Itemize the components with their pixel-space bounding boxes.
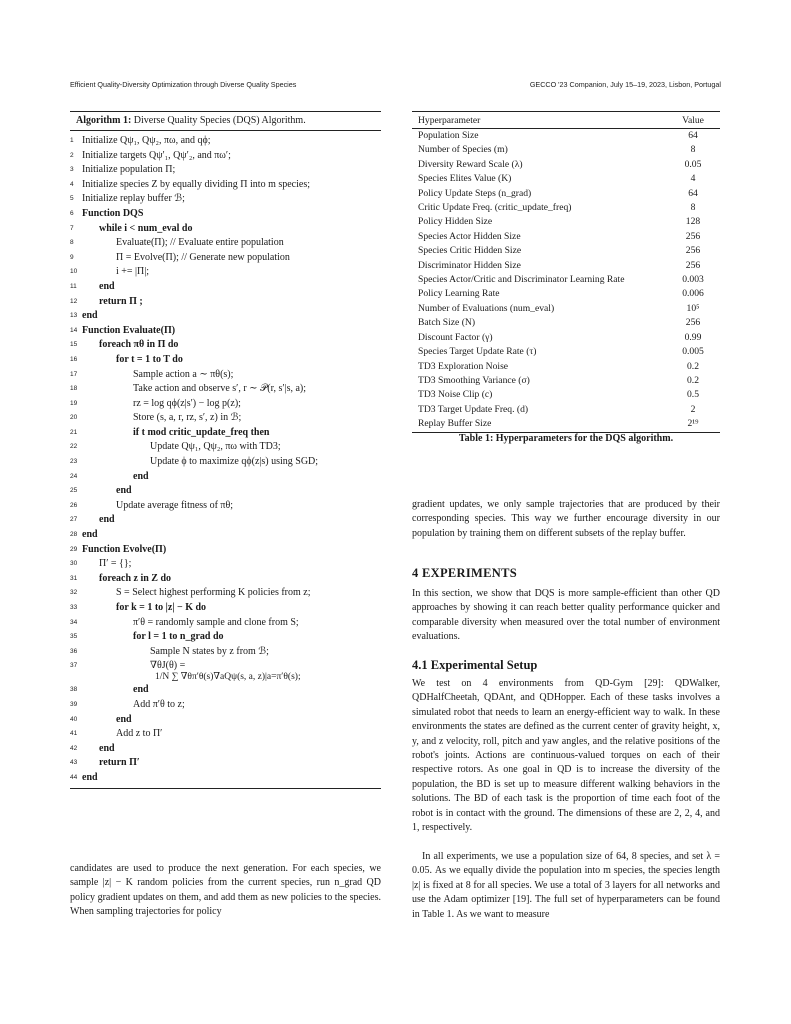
hyperparameter-name: Species Target Update Rate (τ)	[418, 346, 537, 358]
line-number: 4	[70, 180, 74, 188]
algorithm-line	[70, 727, 381, 742]
algorithm-line	[70, 134, 381, 149]
hyperparameter-value: 0.006	[682, 288, 704, 300]
line-number: 25	[70, 487, 78, 495]
algorithm-line	[70, 659, 381, 683]
algorithm-line	[70, 163, 381, 178]
hyperparameter-name: Number of Evaluations (num_eval)	[418, 302, 555, 314]
table-row	[412, 388, 720, 402]
line-number: 1	[70, 137, 74, 144]
algorithm-title: Diverse Quality Species (DQS) Algorithm.	[133, 115, 306, 126]
hyperparameter-name: Species Elites Value (K)	[418, 173, 512, 185]
line-number: 30	[70, 560, 78, 568]
line-text: end	[99, 742, 115, 754]
line-text: end	[116, 713, 132, 725]
hyperparameter-value: 64	[688, 130, 698, 141]
line-number: 8	[70, 239, 74, 247]
algorithm-line	[70, 382, 381, 397]
line-number: 11	[70, 282, 77, 290]
line-number: 37	[70, 662, 78, 670]
algorithm-line	[70, 557, 381, 572]
line-text: end	[82, 529, 98, 541]
line-text: end	[82, 310, 98, 322]
line-number: 13	[70, 312, 78, 320]
line-text: Initialize species Z by equally dividing Π into m species;	[82, 178, 311, 190]
hyperparameter-name: Species Critic Hidden Size	[418, 245, 522, 257]
algorithm-line	[70, 397, 381, 412]
line-text: i += |Π|;	[116, 266, 150, 278]
line-number: 32	[70, 589, 78, 597]
table-row	[412, 215, 720, 229]
line-text: Sample action a ∼ πθ(s);	[133, 368, 234, 380]
line-text: Initialize population Π;	[82, 164, 176, 176]
table-row	[412, 158, 720, 172]
hyperparameter-name: TD3 Noise Clip (c)	[418, 389, 493, 401]
line-text: Initialize Qψ₁, Qψ₂, πω, and qϕ;	[82, 135, 211, 146]
algorithm-box	[70, 111, 381, 789]
line-number: 21	[70, 428, 78, 436]
line-number: 26	[70, 501, 78, 509]
algorithm-line	[70, 513, 381, 528]
algorithm-line	[70, 426, 381, 441]
line-number: 7	[70, 224, 74, 232]
line-number: 19	[70, 399, 78, 407]
line-number: 22	[70, 443, 78, 451]
hyperparameter-value: 2	[690, 403, 696, 415]
hyperparameter-value: 4	[690, 173, 696, 185]
line-number: 2	[70, 151, 74, 159]
hyperparameter-value: 10⁵	[686, 302, 700, 314]
paragraph-experiments: In this section, we show that DQS is more sample-efficient than other QD approaches by showing it can reach better quality performance quicker and comparable diversity when measured over the total number of environment evaluations.	[412, 588, 720, 643]
hyperparameter-name: Number of Species (m)	[418, 144, 508, 156]
line-text: end	[99, 280, 115, 292]
line-text: rz = log qϕ(z|s′) − log p(z);	[133, 397, 241, 409]
hyperparameter-name: TD3 Exploration Noise	[418, 360, 509, 372]
table-row	[412, 302, 720, 316]
line-text: foreach z in Z do	[99, 572, 172, 584]
line-number: 15	[70, 341, 78, 349]
table-row	[412, 230, 720, 244]
paragraph-left-bottom: candidates are used to produce the next generation. For each species, we sample |z| − K random policies from the current species, run n_grad QD policy gradient updates on them, and add them as new policies to the species. When sampling trajectories for policy	[70, 863, 381, 918]
algorithm-line	[70, 251, 381, 266]
line-text: Initialize targets Qψ′₁, Qψ′₂, and πω′;	[82, 149, 231, 161]
hyperparameter-value: 256	[685, 317, 701, 329]
algorithm-line	[70, 771, 381, 786]
algorithm-line	[70, 528, 381, 543]
algorithm-line	[70, 353, 381, 368]
hyperparameter-name: Population Size	[418, 130, 479, 141]
line-text: Π = Evolve(Π); // Generate new population	[116, 251, 290, 263]
line-text: end	[82, 771, 98, 783]
line-text: end	[133, 470, 149, 482]
algorithm-line	[70, 265, 381, 280]
line-text: if t mod critic_update_freq then	[133, 426, 270, 438]
table-row	[412, 331, 720, 345]
table-row	[412, 172, 720, 186]
line-number: 40	[70, 715, 78, 723]
algorithm-line	[70, 368, 381, 383]
hyperparameter-name: Batch Size (N)	[418, 317, 476, 329]
algorithm-line	[70, 713, 381, 728]
algorithm-lines	[70, 131, 381, 786]
line-number: 35	[70, 633, 78, 641]
line-text: while i < num_eval do	[99, 222, 193, 234]
line-text: Function Evaluate(Π)	[82, 324, 176, 336]
hyperparameter-value: 0.2	[687, 374, 699, 386]
hyperparameter-value: 128	[685, 216, 701, 228]
subsection-heading-setup: 4.1 Experimental Setup	[412, 658, 538, 672]
algorithm-line	[70, 236, 381, 251]
line-text: Take action and observe s′, r ∼ 𝒫(r, s′|s, a);	[133, 383, 307, 395]
algorithm-line	[70, 572, 381, 587]
line-number: 17	[70, 370, 78, 378]
running-header-title: Efficient Quality-Diversity Optimization through Diverse Quality Species	[70, 80, 297, 89]
line-text: end	[116, 485, 132, 497]
line-text: Initialize replay buffer ℬ;	[82, 193, 185, 205]
line-number: 43	[70, 759, 78, 767]
algorithm-line	[70, 192, 381, 207]
algorithm-line	[70, 683, 381, 698]
table-row	[412, 287, 720, 301]
line-number: 29	[70, 545, 78, 553]
line-number: 24	[70, 472, 78, 480]
hyperparameter-value: 8	[690, 144, 696, 156]
table-row	[412, 345, 720, 359]
line-number: 10	[70, 268, 78, 276]
algorithm-line	[70, 222, 381, 237]
algorithm-line	[70, 440, 381, 455]
hyperparameter-value: 256	[685, 245, 701, 257]
line-text-continued: 1/N ∑ ∇θπ′θ(s)∇aQψ(s, a, z)|a=π′θ(s);	[155, 672, 301, 683]
line-number: 34	[70, 618, 78, 626]
algorithm-line	[70, 338, 381, 353]
line-number: 9	[70, 253, 74, 261]
algorithm-caption	[70, 112, 381, 130]
hyperparameter-value: 256	[685, 259, 701, 271]
line-text: Evaluate(Π); // Evaluate entire population	[116, 237, 284, 249]
paragraph-right-top: gradient updates, we only sample trajectories that are produced by their corresponding species. This way we further encourage diversity in our population by training them on different subsets of the replay buffer.	[412, 499, 720, 539]
algorithm-line	[70, 484, 381, 499]
line-text: end	[99, 514, 115, 526]
table-row	[412, 417, 720, 432]
hyperparameter-name: TD3 Smoothing Variance (σ)	[418, 374, 530, 386]
line-number: 44	[70, 773, 78, 781]
algorithm-line	[70, 470, 381, 485]
algorithm-line	[70, 586, 381, 601]
hyperparameter-name: Species Actor Hidden Size	[418, 230, 521, 242]
algorithm-line	[70, 411, 381, 426]
algorithm-line	[70, 630, 381, 645]
algorithm-line	[70, 742, 381, 757]
hyperparameter-value: 256	[685, 230, 701, 242]
hyperparameter-name: Critic Update Freq. (critic_update_freq)	[418, 202, 572, 214]
algorithm-line	[70, 455, 381, 470]
line-text: for l = 1 to n_grad do	[133, 631, 224, 643]
hyperparameter-value: 0.2	[687, 360, 699, 372]
line-number: 20	[70, 414, 78, 422]
algorithm-line	[70, 645, 381, 660]
table-caption: Table 1: Hyperparameters for the DQS algorithm.	[458, 433, 674, 444]
table-row	[412, 143, 720, 157]
hyperparameter-value: 0.99	[684, 331, 702, 343]
hyperparameter-name: Species Actor/Critic and Discriminator Learning Rate	[418, 274, 625, 286]
line-number: 14	[70, 326, 78, 334]
table-row	[412, 244, 720, 258]
line-number: 33	[70, 604, 78, 611]
algorithm-line	[70, 149, 381, 164]
line-number: 3	[70, 166, 74, 174]
line-text: Update ϕ to maximize qϕ(z|s) using SGD;	[150, 456, 319, 468]
line-text: ∇θJ(θ) =	[150, 660, 186, 672]
line-text: Π′ = {};	[99, 558, 132, 570]
line-text: Function DQS	[82, 207, 144, 219]
line-number: 12	[70, 297, 78, 305]
line-number: 27	[70, 516, 78, 524]
algorithm-line	[70, 601, 381, 616]
line-text: foreach πθ in Π do	[99, 339, 179, 351]
line-number: 36	[70, 647, 78, 655]
line-text: Add z to Π′	[116, 728, 163, 740]
algorithm-line	[70, 178, 381, 193]
line-number: 23	[70, 458, 78, 466]
hyperparameter-name: Policy Learning Rate	[418, 288, 500, 300]
table-row	[412, 374, 720, 388]
hyperparameter-name: Policy Update Steps (n_grad)	[418, 187, 532, 199]
hyperparameter-value: 2¹⁹	[666, 417, 720, 432]
line-text: Sample N states by z from ℬ;	[150, 645, 269, 657]
line-number: 5	[70, 195, 74, 203]
table-row	[412, 129, 720, 144]
hyperparameter-value: 0.05	[684, 158, 702, 170]
algorithm-line	[70, 324, 381, 339]
table-row	[412, 316, 720, 330]
hyperparameter-value: 0.003	[682, 274, 704, 286]
hyperparameter-value: 0.5	[687, 389, 699, 401]
line-text: end	[133, 684, 149, 696]
line-number: 18	[70, 385, 78, 393]
algorithm-line	[70, 280, 381, 295]
line-number: 42	[70, 744, 78, 752]
algorithm-line	[70, 698, 381, 713]
table-row	[412, 273, 720, 287]
hyperparameter-name: Diversity Reward Scale (λ)	[418, 158, 523, 170]
paragraph-setup: We test on 4 environments from QD-Gym [29]: QDWalker, QDHalfCheetah, QDAnt, and QDHopper. Each of these tasks involves a simulated robot that needs to learn an energy-efficient way to walk. In these environments the states are defined as the current center of gravity height, x, y, and z velocity, roll, pitch and yaw angles, and the relative positions of the robot's joints. Actions are continuous-valued torques on each of their respective rotors. As one goal in QD is to increase the diversity of the population, the BD is set up to measure different walking behaviors in the solutions. The BD of each task is the proportion of time each foot of the robot is in contact with the ground. The dimensions of these are 2, 2, 4, and 1, respectively.	[412, 678, 720, 834]
hyperparameter-name: Discriminator Hidden Size	[418, 259, 521, 271]
table-row	[412, 403, 720, 417]
algorithm-line	[70, 207, 381, 222]
column-header-value: Value	[666, 112, 720, 129]
algorithm-line	[70, 616, 381, 631]
line-text: Store (s, a, r, rz, s′, z) in ℬ;	[133, 412, 242, 424]
section-heading-experiments: 4 EXPERIMENTS	[412, 566, 517, 580]
algorithm-line	[70, 543, 381, 558]
line-text: π′θ = randomly sample and clone from S;	[133, 616, 299, 628]
hyperparameter-name: Policy Hidden Size	[418, 216, 493, 228]
line-number: 31	[70, 574, 78, 582]
algorithm-line	[70, 295, 381, 310]
line-text: return Π′	[99, 757, 140, 769]
algorithm-line	[70, 309, 381, 324]
column-header-hyperparameter: Hyperparameter	[412, 112, 666, 129]
line-number: 6	[70, 209, 74, 217]
hyperparameter-value: 64	[688, 187, 698, 199]
table-row	[412, 187, 720, 201]
line-text: Add π′θ to z;	[133, 698, 185, 710]
hyperparameter-value: 0.005	[682, 346, 704, 358]
paragraph-setup-2: In all experiments, we use a population size of 64, 8 species, and set λ = 0.05. As we equally divide the population into m species, the species length |z| is fixed at 8 for all species. We use a total of 3 layers for all networks and use the Adam optimizer [19]. The full set of hyperparameters can be found in Table 1. As we want to measure	[412, 851, 720, 920]
algorithm-label: Algorithm 1:	[76, 115, 132, 126]
line-number: 39	[70, 700, 78, 708]
line-text: for k = 1 to |z| − K do	[116, 602, 207, 613]
line-number: 41	[70, 730, 78, 738]
line-number: 38	[70, 686, 78, 694]
line-text: Function Evolve(Π)	[82, 543, 167, 555]
hyperparameter-name: Discount Factor (γ)	[418, 331, 493, 343]
hyperparameter-table	[412, 111, 720, 433]
hyperparameter-name: Replay Buffer Size	[412, 417, 666, 432]
running-header-venue: GECCO '23 Companion, July 15–19, 2023, Lisbon, Portugal	[529, 80, 721, 89]
hyperparameter-name: TD3 Target Update Freq. (d)	[418, 403, 529, 415]
algorithm-line	[70, 756, 381, 771]
line-text: return Π ;	[99, 295, 143, 307]
table-row	[412, 259, 720, 273]
hyperparameter-value: 8	[690, 202, 696, 214]
table-row	[412, 360, 720, 374]
algorithm-line	[70, 499, 381, 514]
line-number: 16	[70, 355, 78, 363]
line-text: for t = 1 to T do	[116, 353, 183, 365]
line-text: Update average fitness of πθ;	[116, 499, 234, 511]
line-number: 28	[70, 531, 78, 539]
table-row	[412, 201, 720, 215]
line-text: Update Qψ₁, Qψ₂, πω with TD3;	[150, 441, 281, 453]
line-text: S = Select highest performing K policies from z;	[116, 587, 311, 599]
